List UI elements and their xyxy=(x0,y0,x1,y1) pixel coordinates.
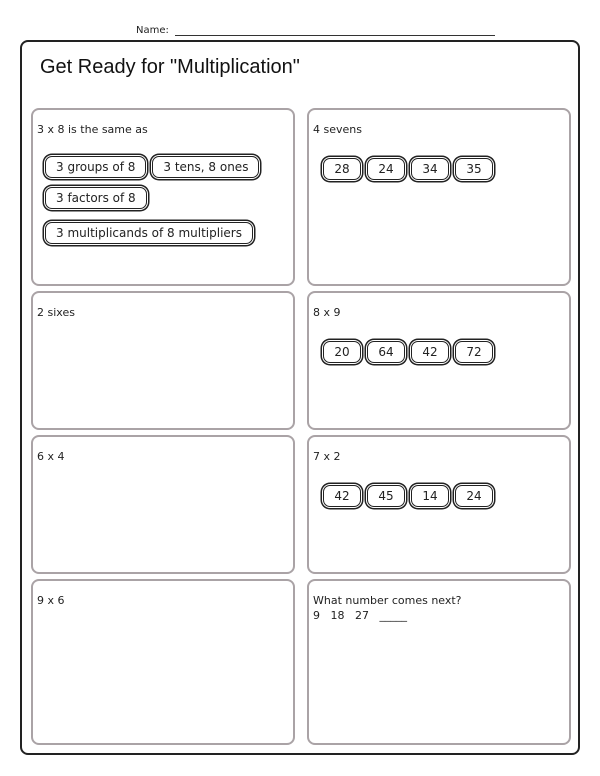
choice-chip[interactable]: 3 tens, 8 ones xyxy=(152,156,259,178)
question-panel-7 xyxy=(31,579,295,745)
choice-chip[interactable]: 24 xyxy=(367,158,405,180)
question-prompt-7: 9 x 6 xyxy=(37,594,65,607)
choice-chip[interactable]: 3 factors of 8 xyxy=(45,187,147,209)
number-sequence: 9 18 27 _____ xyxy=(313,609,407,622)
question-prompt-8: What number comes next? xyxy=(313,594,462,607)
question-prompt-4: 8 x 9 xyxy=(313,306,341,319)
choice-chip[interactable]: 3 multiplicands of 8 multipliers xyxy=(45,222,253,244)
question-panel-5 xyxy=(31,435,295,574)
question-panel-2 xyxy=(307,108,571,286)
choice-chip[interactable]: 42 xyxy=(411,341,449,363)
choice-chip[interactable]: 20 xyxy=(323,341,361,363)
choice-chip[interactable]: 35 xyxy=(455,158,493,180)
worksheet-title: Get Ready for "Multiplication" xyxy=(40,56,300,78)
name-label: Name: xyxy=(136,25,169,36)
question-prompt-1: 3 x 8 is the same as xyxy=(37,123,148,136)
choice-chip[interactable]: 14 xyxy=(411,485,449,507)
choice-chip[interactable]: 24 xyxy=(455,485,493,507)
question-prompt-5: 6 x 4 xyxy=(37,450,65,463)
choice-chip[interactable]: 34 xyxy=(411,158,449,180)
question-prompt-2: 4 sevens xyxy=(313,123,362,136)
question-panel-4 xyxy=(307,291,571,430)
question-prompt-3: 2 sixes xyxy=(37,306,75,319)
name-row xyxy=(136,25,495,36)
question-panel-3 xyxy=(31,291,295,430)
choice-chip[interactable]: 28 xyxy=(323,158,361,180)
choice-chip[interactable]: 72 xyxy=(455,341,493,363)
name-input-line[interactable] xyxy=(175,25,495,36)
choice-chip[interactable]: 42 xyxy=(323,485,361,507)
worksheet xyxy=(20,40,580,755)
question-panel-6 xyxy=(307,435,571,574)
question-panel-1 xyxy=(31,108,295,286)
choice-chip[interactable]: 45 xyxy=(367,485,405,507)
choice-chip[interactable]: 64 xyxy=(367,341,405,363)
question-prompt-6: 7 x 2 xyxy=(313,450,341,463)
choice-chip[interactable]: 3 groups of 8 xyxy=(45,156,146,178)
question-panel-8 xyxy=(307,579,571,745)
